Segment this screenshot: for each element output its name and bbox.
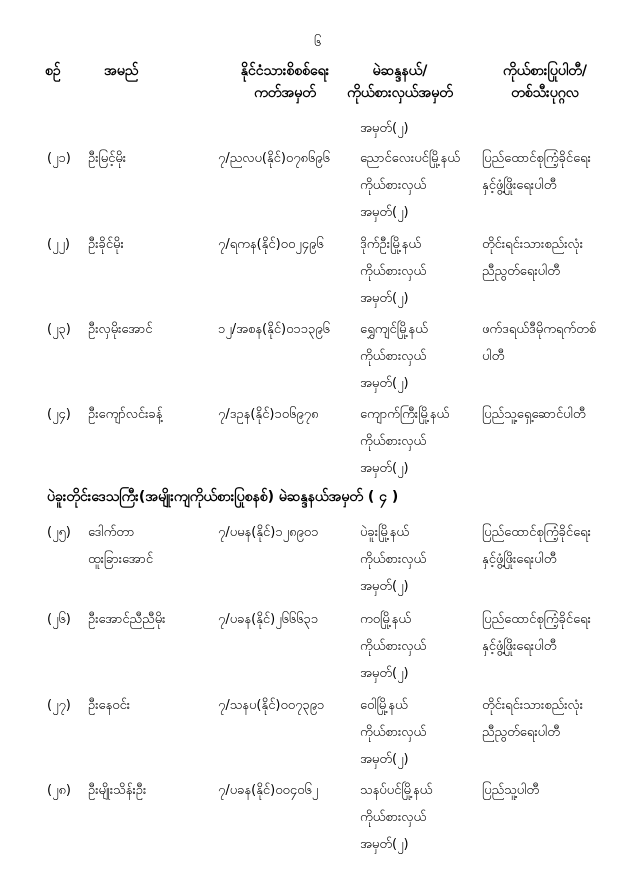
constituency-line: အမှတ်(၂) (360, 291, 409, 306)
constituency-line: ဒိုက်ဦးမြို့နယ် (360, 237, 421, 252)
row-nrc: ၇/ပခန(နိုင်)၀၀၄၀၆၂ (218, 783, 319, 798)
party-line: ညီညွတ်ရေးပါတီ (482, 725, 560, 740)
party-line: ညီညွတ်ရေးပါတီ (482, 264, 560, 279)
constituency-line: အမှတ်(၂) (360, 205, 409, 220)
constituency-line: သနပ်ပင်မြို့နယ် (360, 783, 433, 798)
row-name (88, 519, 153, 573)
row-number: (၂၄) (47, 407, 71, 422)
constituency-line: ညောင်လေးပင်မြို့နယ် (360, 151, 460, 166)
party-line: ပြည်ထောင်စုကြံ့ခိုင်ရေး (482, 151, 591, 166)
row-party (482, 777, 539, 804)
row-constituency (360, 145, 460, 226)
row-constituency (360, 692, 426, 773)
row-constituency (360, 316, 428, 397)
party-line: ပြည်သူ့ပါတီ (482, 783, 540, 798)
name-line: ဒေါက်တာ (88, 525, 135, 540)
row-constituency (360, 606, 426, 687)
party-line: ပါတီ (482, 349, 505, 364)
name-line: ဦးမျိုးသိန်းဦး (88, 783, 147, 798)
row-nrc: ၇/ပခန(နိုင်)၂၆၆၆၃၁ (218, 612, 319, 627)
name-line: ဦးလှမိုးအောင် (88, 322, 153, 337)
row-number: (၂၁) (47, 151, 71, 166)
row-name (88, 231, 124, 258)
constituency-line: အမှတ်(၂) (360, 461, 409, 476)
row-party (482, 692, 583, 746)
constituency-line: ကိုယ်စားလှယ် (360, 264, 427, 279)
header-name: အမည် (104, 63, 139, 79)
row-nrc: ၇/ပမန(နိုင်)၁၂၈၉၀၁ (218, 525, 319, 540)
constituency-line: ပဲခူးမြို့နယ် (360, 525, 409, 540)
constituency-line: ကိုယ်စားလှယ် (360, 810, 427, 825)
constituency-line: ကိုယ်စားလှယ် (360, 552, 427, 567)
constituency-line: ရွှေကျင်မြို့နယ် (360, 322, 428, 337)
party-line: ဖက်ဒရယ်ဒီမိုကရက်တစ် (482, 322, 597, 337)
header-constituency-line1: မဲဆန္ဒနယ်/ (372, 63, 428, 79)
row-number: (၂၆) (47, 612, 71, 627)
party-line: ပြည်သူ့ရှေ့ဆောင်ပါတီ (482, 407, 586, 422)
row-name (88, 145, 126, 172)
constituency-line: ကဝမြို့နယ် (360, 612, 411, 627)
header-no: စဥ် (45, 63, 61, 79)
name-line: ထူးခြားအောင် (88, 552, 154, 567)
row-party (482, 231, 583, 285)
constituency-line: အမှတ်(၂) (360, 666, 409, 681)
name-line: ဦးခိုင်မိုး (88, 237, 124, 252)
name-line: ဦးနေဝင်း (88, 698, 131, 713)
row-number: (၂၈) (47, 783, 71, 798)
row-constituency (360, 231, 426, 312)
row-name (88, 692, 130, 719)
row-name (88, 606, 165, 633)
constituency-line: အမှတ်(၂) (360, 837, 409, 852)
name-line: ဦးမြင့်မိုး (88, 151, 127, 166)
header-constituency-line2: ကိုယ်စားလှယ်အမှတ် (347, 85, 453, 101)
party-line: တိုင်းရင်းသားစည်းလုံး (482, 698, 584, 713)
constituency-line: ကျောက်ကြီးမြို့နယ် (360, 407, 450, 422)
constituency-line: ကိုယ်စားလှယ် (360, 725, 427, 740)
party-line: နှင့်ဖွံ့ဖြိုးရေးပါတီ (482, 178, 557, 193)
row-nrc: ၇/ဒဥန(နိုင်)၁၀၆၉၇၈ (218, 407, 319, 422)
constituency-line: ဝေါမြို့နယ် (360, 698, 408, 713)
row-nrc: ၁၂/အစန(နိုင်)၀၁၁၃၉၆ (218, 322, 330, 337)
constituency-line: အမှတ်(၂) (360, 376, 409, 391)
header-party-line1: ကိုယ်စားပြုပါတီ/ (503, 63, 587, 79)
name-line: ဦးအောင်ညီညီမိုး (88, 612, 166, 627)
row-nrc: ၇/ရကန(နိုင်)၀၀၂၄၉၆ (218, 237, 324, 252)
party-line: ပြည်ထောင်စုကြံ့ခိုင်ရေး (482, 525, 591, 540)
section-title: ပဲခူးတိုင်းဒေသကြီး(အမျိုးကျကိုယ်စားပြုစနစ်) မဲဆန္ဒနယ်အမှတ် ( ၄ ) (47, 489, 399, 505)
constituency-line: ကိုယ်စားလှယ် (360, 434, 427, 449)
row-nrc: ၇/သနပ(နိုင်)၀၀၇၃၉၁ (218, 698, 325, 713)
row-constituency (360, 401, 449, 482)
page-number: ၆ (313, 35, 322, 50)
row-party (482, 606, 591, 660)
constituency-line: အမှတ်(၂) (360, 752, 409, 767)
row-name (88, 401, 162, 428)
header-nrc-line1: နိုင်ငံသားစိစစ်ရေး (240, 63, 330, 79)
constituency-line: ကိုယ်စားလှယ် (360, 178, 427, 193)
party-line: နှင့်ဖွံ့ဖြိုးရေးပါတီ (482, 552, 557, 567)
party-line: ပြည်ထောင်စုကြံ့ခိုင်ရေး (482, 612, 591, 627)
row-party (482, 316, 596, 370)
header-party-line2: တစ်သီးပုဂ္ဂလ (511, 85, 579, 101)
row-constituency (360, 519, 426, 600)
row-party (482, 519, 591, 573)
row-party (482, 401, 586, 428)
constituency-line: အမှတ်(၂) (360, 579, 409, 594)
row-number: (၂၇) (47, 698, 71, 713)
row-nrc: ၇/ညလပ(နိုင်)၀၇၈၆၉၆ (218, 151, 330, 166)
row-number: (၂၃) (47, 322, 71, 337)
header-party (470, 60, 620, 104)
row-constituency (360, 777, 432, 858)
party-line: နှင့်ဖွံ့ဖြိုးရေးပါတီ (482, 639, 557, 654)
header-nrc-line2: ကတ်အမှတ် (254, 85, 316, 101)
party-line: တိုင်းရင်းသားစည်းလုံး (482, 237, 584, 252)
name-line: ဦးကျော်လင်းခန့် (88, 407, 163, 422)
row-number: (၂၅) (47, 525, 71, 540)
row-party (482, 145, 591, 199)
constituency-line: ကိုယ်စားလှယ် (360, 639, 427, 654)
row-number: (၂၂) (47, 237, 70, 252)
constituency-line: ကိုယ်စားလှယ် (360, 349, 427, 364)
header-constituency (335, 60, 465, 104)
row-name (88, 316, 152, 343)
carry-over-text: အမှတ်(၂) (360, 121, 409, 136)
row-name (88, 777, 146, 804)
